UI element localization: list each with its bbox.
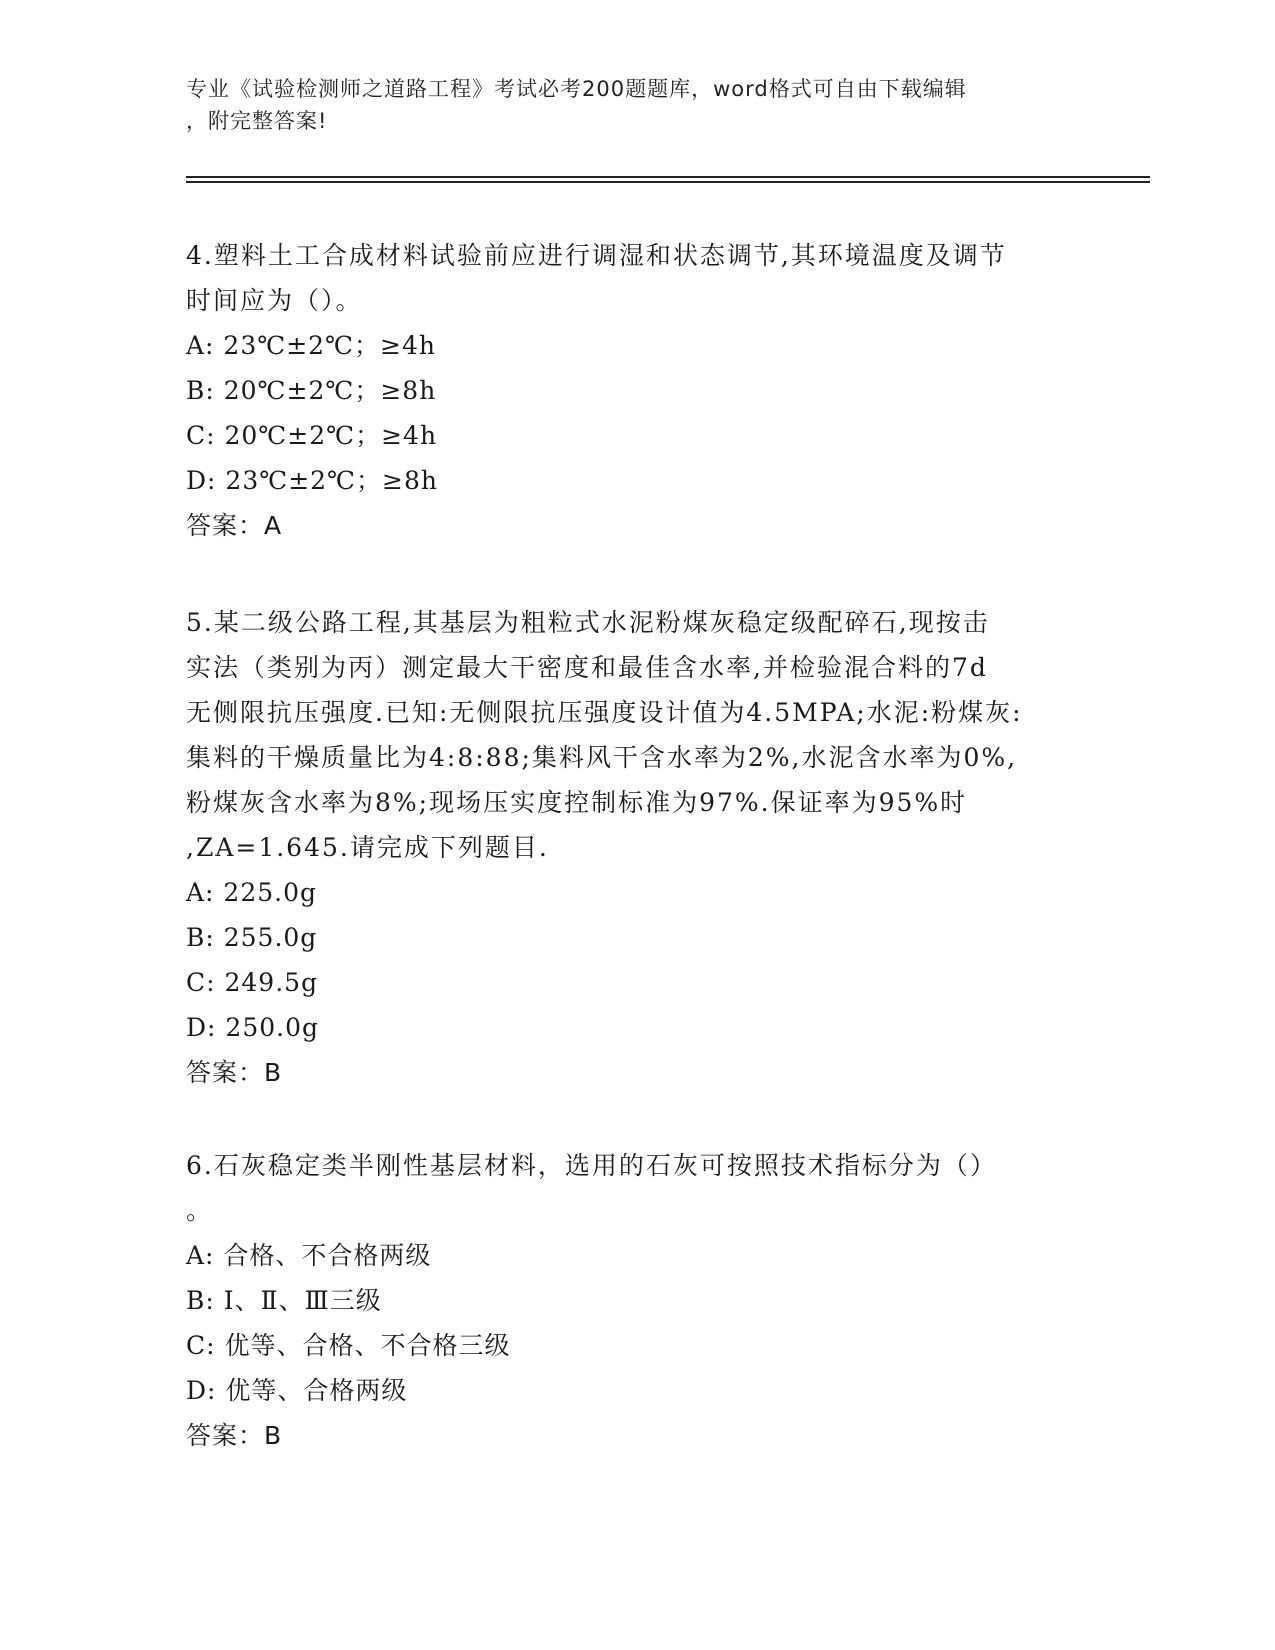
option-b: B: Ⅰ、Ⅱ、Ⅲ三级 [186, 1286, 382, 1315]
question-options [186, 870, 1086, 1050]
option-d: D: 250.0g [186, 1013, 319, 1042]
question-options [186, 323, 1086, 503]
option-a: A: 225.0g [186, 878, 317, 907]
stem-line: 时间应为（）。 [186, 286, 363, 315]
stem-line: 实法（类别为丙）测定最大干密度和最佳含水率,并检验混合料的7d [186, 653, 988, 682]
question-answer: 答案：B [186, 1421, 283, 1450]
question-stem [186, 600, 1086, 870]
question-stem [186, 233, 1086, 323]
stem-line: 4.塑料土工合成材料试验前应进行调湿和状态调节,其环境温度及调节 [186, 241, 1007, 270]
stem-line: ,ZA=1.645.请完成下列题目. [186, 833, 549, 862]
header-divider-bottom [186, 181, 1150, 183]
question-answer: 答案：A [186, 511, 283, 540]
option-d: D: 优等、合格两级 [186, 1376, 408, 1405]
stem-line: 6.石灰稳定类半刚性基层材料，选用的石灰可按照技术指标分为（） [186, 1151, 997, 1180]
option-b: B: 20℃±2℃；≥8h [186, 376, 437, 405]
question-5 [186, 600, 1086, 1096]
question-stem [186, 1143, 1086, 1233]
option-c: C: 249.5g [186, 968, 319, 997]
option-c: C: 优等、合格、不合格三级 [186, 1331, 511, 1360]
question-answer: 答案：B [186, 1058, 283, 1087]
option-b: B: 255.0g [186, 923, 318, 952]
header-divider-top [186, 176, 1150, 178]
stem-line: 5.某二级公路工程,其基层为粗粒式水泥粉煤灰稳定级配碎石,现按击 [186, 608, 990, 637]
stem-line: 集料的干燥质量比为4:8:88;集料风干含水率为2%,水泥含水率为0%, [186, 743, 1018, 772]
stem-line: 粉煤灰含水率为8%;现场压实度控制标准为97%.保证率为95%时 [186, 788, 968, 817]
option-a: A: 合格、不合格两级 [186, 1241, 432, 1270]
option-a: A: 23℃±2℃；≥4h [186, 331, 436, 360]
header-title-line-1: 专业《试验检测师之道路工程》考试必考200题题库，word格式可自由下载编辑 [186, 77, 967, 101]
header-title-line-2: ，附完整答案! [186, 109, 328, 133]
question-4 [186, 233, 1086, 549]
option-d: D: 23℃±2℃；≥8h [186, 466, 438, 495]
question-6 [186, 1143, 1086, 1459]
stem-line: 。 [186, 1196, 214, 1225]
document-header [186, 73, 1066, 137]
option-c: C: 20℃±2℃；≥4h [186, 421, 438, 450]
stem-line: 无侧限抗压强度.已知:无侧限抗压强度设计值为4.5MPA;水泥:粉煤灰: [186, 698, 1023, 727]
question-options [186, 1233, 1086, 1413]
